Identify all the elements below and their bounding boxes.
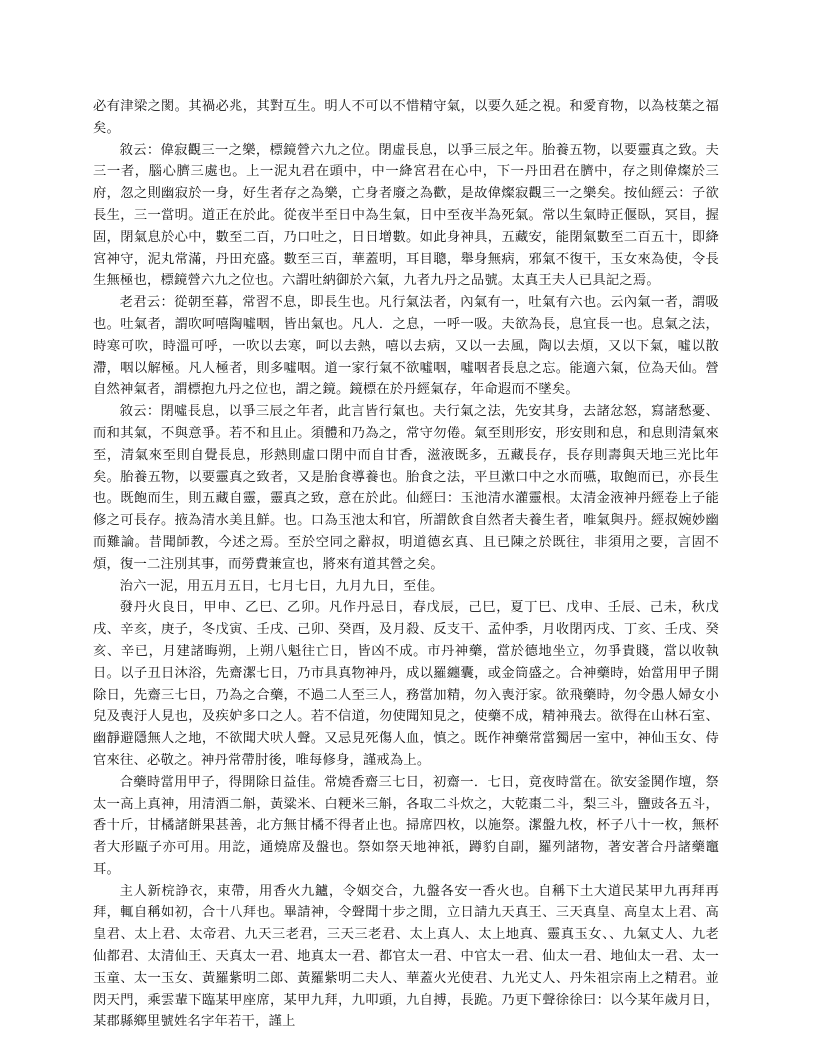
paragraph-2: 敘云：偉寂觀三一之樂，標鏡營六九之位。閉虛長息，以爭三辰之年。胎養五物，以要靈真之致。夫三一者，腦心臍三處也。上一泥丸君在頭中，中一絳宮君在心中，下一丹田君在臍中，存之則偉燦於三府，忽之則幽寂於一身，好生者存之為樂，亡身者廢之為歡，是故偉燦寂觀三一之樂矣。按仙經云：子欲長生，三一當明。道正在於此。從夜半至日中為生氣，日中至夜半為死氣。常以生氣時正偃臥，冥目，握固，閉氣息於心中，數至二百，乃口吐之，日日增數。如此身神具，五藏安，能閉氣數至二百五十，即絳宮神守，泥丸常滿，丹田充盛。數至三百，華蓋明，耳目聰，舉身無病，邪氣不復干，玉女來為使，令長生無極也，標鏡營六九之位也。六謂吐納御於六氣，九者九丹之品號。太真王夫人已具記之焉。 — [93, 142, 719, 289]
paragraph-5: 治六一泥，用五月五日，七月七日，九月九日，至佳。 — [119, 578, 444, 594]
paragraph-1: 必有津梁之閡。其禍必兆，其對互生。明人不可以不惜精守氣，以要久延之視。和愛育物，以為枝葉之福矣。 — [93, 99, 719, 136]
paragraph-8: 主人新梡諍衣，束帶，用香火九鑪，令姻交合，九盤各安一香火也。自稱下土大道民某甲九再拜再拜，輒自稱如初，合十八拜也。畢請神，令聲聞十步之閒，立日請九天真王、三天真皇、高皇太上君、高皇君、太上君、太帝君、九天三老君，三天三老君、太上真人、太上地真、靈真玉女、、九氣丈人、九老仙都君、太清仙王、天真太一君、地真太一君、都官太一君、中官太一君、仙太一君、地仙太一君、太一玉童、太一玉女、黃羅紫明二郎、黃羅紫明二夫人、華蓋火光使君、九光丈人、丹朱祖宗南上之精君。並閃天門，乘雲輩下臨某甲座席，某甲九拜，九叩頭，九自搏，長跪。乃更下聲徐徐曰：以今某年歲月日，某郡縣鄉里號姓名字年若干，謹上 — [93, 883, 719, 1030]
document-page — [93, 96, 719, 1033]
paragraph-7: 合藥時當用甲子，得開除日益佳。常燒香齋三七日，初齋一．七日，竟夜時當在。欲安釜鬨作壇，祭太一高上真神，用清酒二斛，黃粱米、白粳米三斛，各取二斗炊之，大乾棗二斗，梨三斗，鹽豉各五斗，香十斤，甘橘諸餅果甚善，北方無甘橘不得者止也。掃席四枚，以施祭。潔盤九枚，杯子八十一枚，無杯者大形甌子亦可用。用訖，通燒席及盤也。祭如祭天地神祇，蹲豹自副，羅列諸物，著安著合丹諸藥竈耳。 — [93, 774, 719, 877]
paragraph-6: 發丹火良日，甲申、乙巳、乙卯。凡作丹忌日，春戊辰，己巳，夏丁巳、戊申、壬辰、己未，秋戊戌、辛亥，庚子，冬戊寅、壬戌、己卯、癸酉，及月殺、反支干、孟仲季，月收閉丙戌、丁亥、壬戌、癸亥、辛已，月建諸晦朔，上朔八魁往亡日，皆凶不成。市丹神藥，當於德地坐立，勿爭貴賤，當以收執日。以子丑日沐浴，先齋潔七日，乃市具真物神丹，成以羅纏囊，或金筒盛之。合神藥時，始當用甲子開除日，先齋三七日，乃為之合藥，不過二人至三人，務當加精，勿入喪汙家。欲飛藥時，勿令愚人婦女小兒及喪汙人見也，及疾妒多口之人。若不信道，勿使聞知見之，使藥不成，精神飛去。欲得在山林石室、幽靜避隱無人之地，不欲聞犬吠人聲。又忌見死傷人血，慎之。既作神藥常當獨居一室中，神仙玉女、侍官來往、必敬之。神丹常帶肘後，唯每修身，謹戒為上。 — [93, 600, 719, 768]
paragraph-3: 老君云：從朝至暮，常習不息，即長生也。凡行氣法者，內氣有一，吐氣有六也。云內氣一者，謂吸也。吐氣者，謂吹呵嘻陶噓咽，皆出氣也。凡人．之息，一呼一吸。夫欲為長，息宜長一也。息氣之法，時寒可吹，時溫可呼，一吹以去寒，呵以去熱，嘻以去病，又以一去風，陶以去煩，又以下氣，噓以散滯，咽以解極。凡人極者，則多噓咽。道一家行氣不欲噓咽，噓咽者長息之忘。能適六氣，位為天仙。營自然神氣者，謂標抱九丹之位也，謂之鏡。鏡標在於丹經氣存，年命遐而不墜矣。 — [93, 295, 719, 398]
paragraph-4: 敘云：閉噓長息，以爭三辰之年者，此言皆行氣也。夫行氣之法，先安其身，去諸忿怒，寫諸愁憂、而和其氣，不與意爭。若不和且止。須體和乃為之，常守勿倦。氣至則形安，形安則和息，和息則清氣來至，清氣來至則自覺長息，形熱則虛口閉中而自甘香，滋液既多，五藏長存，長存則壽與天地三光比年矣。胎養五物，以要靈真之致者，又是胎食導養也。胎食之法，平旦漱口中之水而嚥，取飽而已，亦長生也。既飽而生，則五藏自靈，靈真之致，意在於此。仙經曰：玉池清水灌靈根。太清金液神丹經卷上子能修之可長存。掖為清水美且鮮。也。口為玉池太和官，所謂飲食自然者夫養生者，唯氣與丹。經叔婉妙幽而難論。昔聞師教，今述之焉。至於空同之辭叔，明道德玄真、且已陳之於既往，非須用之要，言固不煩，復一二注別其事，而勞費兼宣也，將來有道其營之矣。 — [93, 404, 719, 572]
